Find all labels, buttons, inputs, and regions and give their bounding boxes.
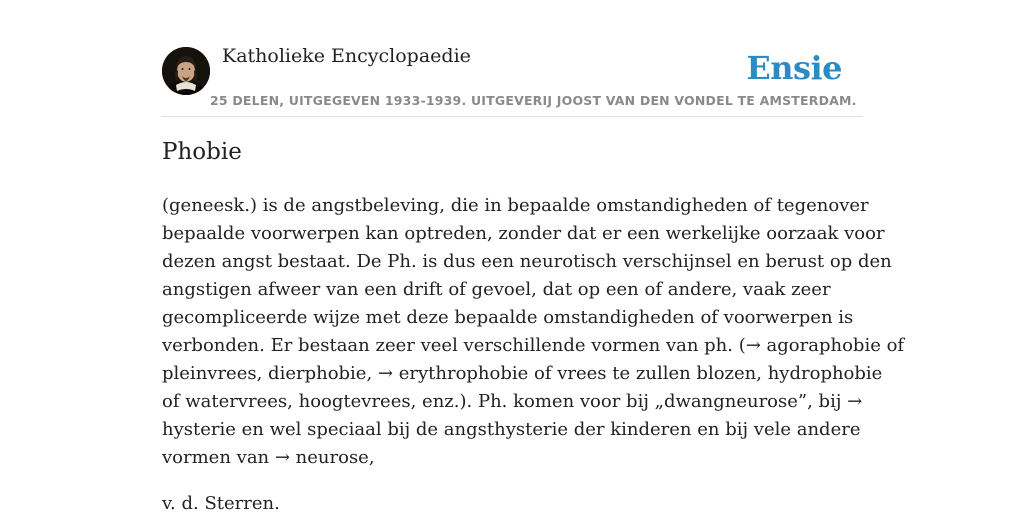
body-line: of watervrees, hoogtevrees, enz.). Ph. komen voor bij „dwangneurose”, bij → bbox=[162, 391, 863, 412]
body-line: vormen van → neurose, bbox=[162, 447, 375, 468]
body-line: bepaalde voorwerpen kan optreden, zonder dat er een werkelijke oorzaak voor bbox=[162, 223, 885, 244]
entry-title: Phobie bbox=[162, 139, 242, 165]
body-line: hysterie en wel speciaal bij de angsthysterie der kinderen en bij vele andere bbox=[162, 419, 861, 440]
body-line: angstigen afweer van een drift of gevoel, dat op een of andere, vaak zeer bbox=[162, 279, 831, 300]
author-portrait-icon[interactable] bbox=[162, 47, 210, 95]
entry-author: v. d. Sterren. bbox=[162, 493, 280, 512]
body-line: gecompliceerde wijze met deze bepaalde omstandigheden of voorwerpen is bbox=[162, 307, 854, 328]
body-line: verbonden. Er bestaan zeer veel verschillende vormen van ph. (→ agoraphobie of bbox=[162, 335, 905, 356]
source-subtitle: 25 DELEN, UITGEGEVEN 1933-1939. UITGEVERIJ JOOST VAN DEN VONDEL TE AMSTERDAM. bbox=[210, 93, 857, 108]
body-line: pleinvrees, dierphobie, → erythrophobie of vrees te zullen blozen, hydrophobie bbox=[162, 363, 883, 384]
body-line: (geneesk.) is de angstbeleving, die in bepaalde omstandigheden of tegenover bbox=[162, 195, 869, 216]
body-line: dezen angst bestaat. De Ph. is dus een neurotisch verschijnsel en berust op den bbox=[162, 251, 892, 272]
ensie-logo[interactable]: Ensie bbox=[746, 49, 842, 87]
source-header bbox=[162, 45, 862, 117]
source-title[interactable]: Katholieke Encyclopaedie bbox=[222, 45, 471, 67]
entry-body bbox=[162, 192, 905, 472]
